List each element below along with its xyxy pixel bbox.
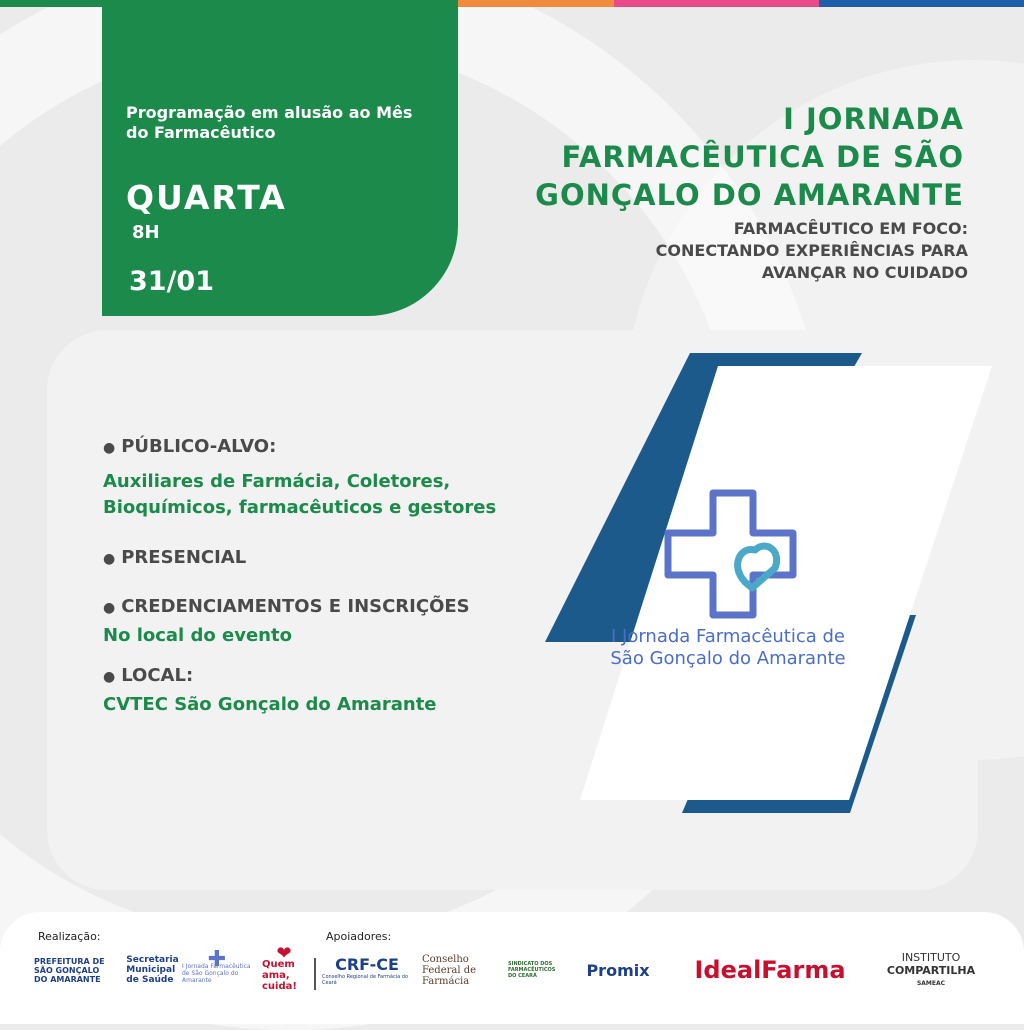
logo-text-line: I Jornada Farmacêutica de: [610, 626, 846, 647]
subtitle-line: AVANÇAR NO CUIDADO: [761, 263, 968, 282]
event-date-card: [102, 0, 458, 316]
registration-value: No local do evento: [103, 625, 292, 646]
divider: [314, 958, 316, 990]
program-line: Programação em alusão ao Mês do Farmacêutico: [126, 103, 413, 142]
jornada-small-text: I Jornada Farmacêutica de São Gonçalo do Amarante: [182, 963, 251, 984]
title-line: FARMACÊUTICA DE SÃO: [561, 140, 964, 174]
idealfarma-logo: IdealFarma: [694, 956, 846, 984]
mode-label: ● PRESENCIAL: [103, 547, 247, 568]
event-subtitle: [656, 218, 968, 284]
jornada-small-logo: [182, 945, 252, 995]
event-title: [535, 100, 964, 214]
sindicato-logo: SINDICATO DOS FARMACÊUTICOS DO CEARÁ: [508, 961, 556, 979]
event-day: QUARTA: [126, 178, 287, 217]
event-details: [103, 436, 523, 718]
prefeitura-logo: [34, 945, 128, 995]
heart-icon: ❤: [276, 943, 292, 964]
instituto-line: COMPARTILHA: [886, 963, 976, 977]
instituto-compartilha-logo: [872, 945, 990, 995]
conselho-federal-logo: Conselho Federal de Farmácia: [422, 953, 477, 987]
crf-ce-logo: [322, 945, 412, 995]
secretaria-logo: Secretaria Municipal de Saúde: [126, 955, 179, 985]
logo-text-line: São Gonçalo do Amarante: [610, 648, 846, 669]
title-line: GONÇALO DO AMARANTE: [535, 178, 964, 212]
subtitle-line: FARMACÊUTICO EM FOCO:: [733, 219, 968, 238]
prefeitura-line: PREFEITURA DE: [34, 956, 105, 966]
realizacao-label: Realização:: [38, 930, 101, 943]
event-date: 31/01: [129, 266, 215, 297]
crf-text: CRF-CE: [335, 954, 399, 974]
logo-text: [608, 626, 848, 670]
audience-label: ● PÚBLICO-ALVO:: [103, 436, 277, 457]
instituto-line: SAMEAC: [916, 979, 946, 987]
prefeitura-line: DO AMARANTE: [34, 974, 101, 984]
quem-ama-text: Quem ama, cuida!: [262, 959, 297, 992]
quem-ama-logo: [262, 945, 306, 995]
stripe-segment: [819, 0, 1024, 7]
logo-graphic: [540, 350, 1000, 815]
cross-heart-icon: ✚: [207, 947, 227, 972]
instituto-line: INSTITUTO: [901, 950, 961, 964]
location-label: ● LOCAL:: [103, 665, 194, 686]
subtitle-line: CONECTANDO EXPERIÊNCIAS PARA: [655, 241, 968, 260]
audience-value: Auxiliares de Farmácia, Coletores, Bioquímicos, farmacêuticos e gestores: [103, 471, 497, 518]
stripe-segment: [614, 0, 819, 7]
prefeitura-line: SÃO GONÇALO: [34, 965, 100, 975]
title-line: I JORNADA: [783, 102, 964, 136]
location-value: CVTEC São Gonçalo do Amarante: [103, 694, 437, 715]
event-hour: 8H: [132, 222, 160, 243]
apoiadores-label: Apoiadores:: [326, 930, 392, 943]
crf-sub-text: Conselho Regional de Farmácia do Ceará: [322, 973, 409, 986]
promix-logo: Promix: [586, 960, 650, 980]
registration-label: ● CREDENCIAMENTOS E INSCRIÇÕES: [103, 596, 470, 617]
